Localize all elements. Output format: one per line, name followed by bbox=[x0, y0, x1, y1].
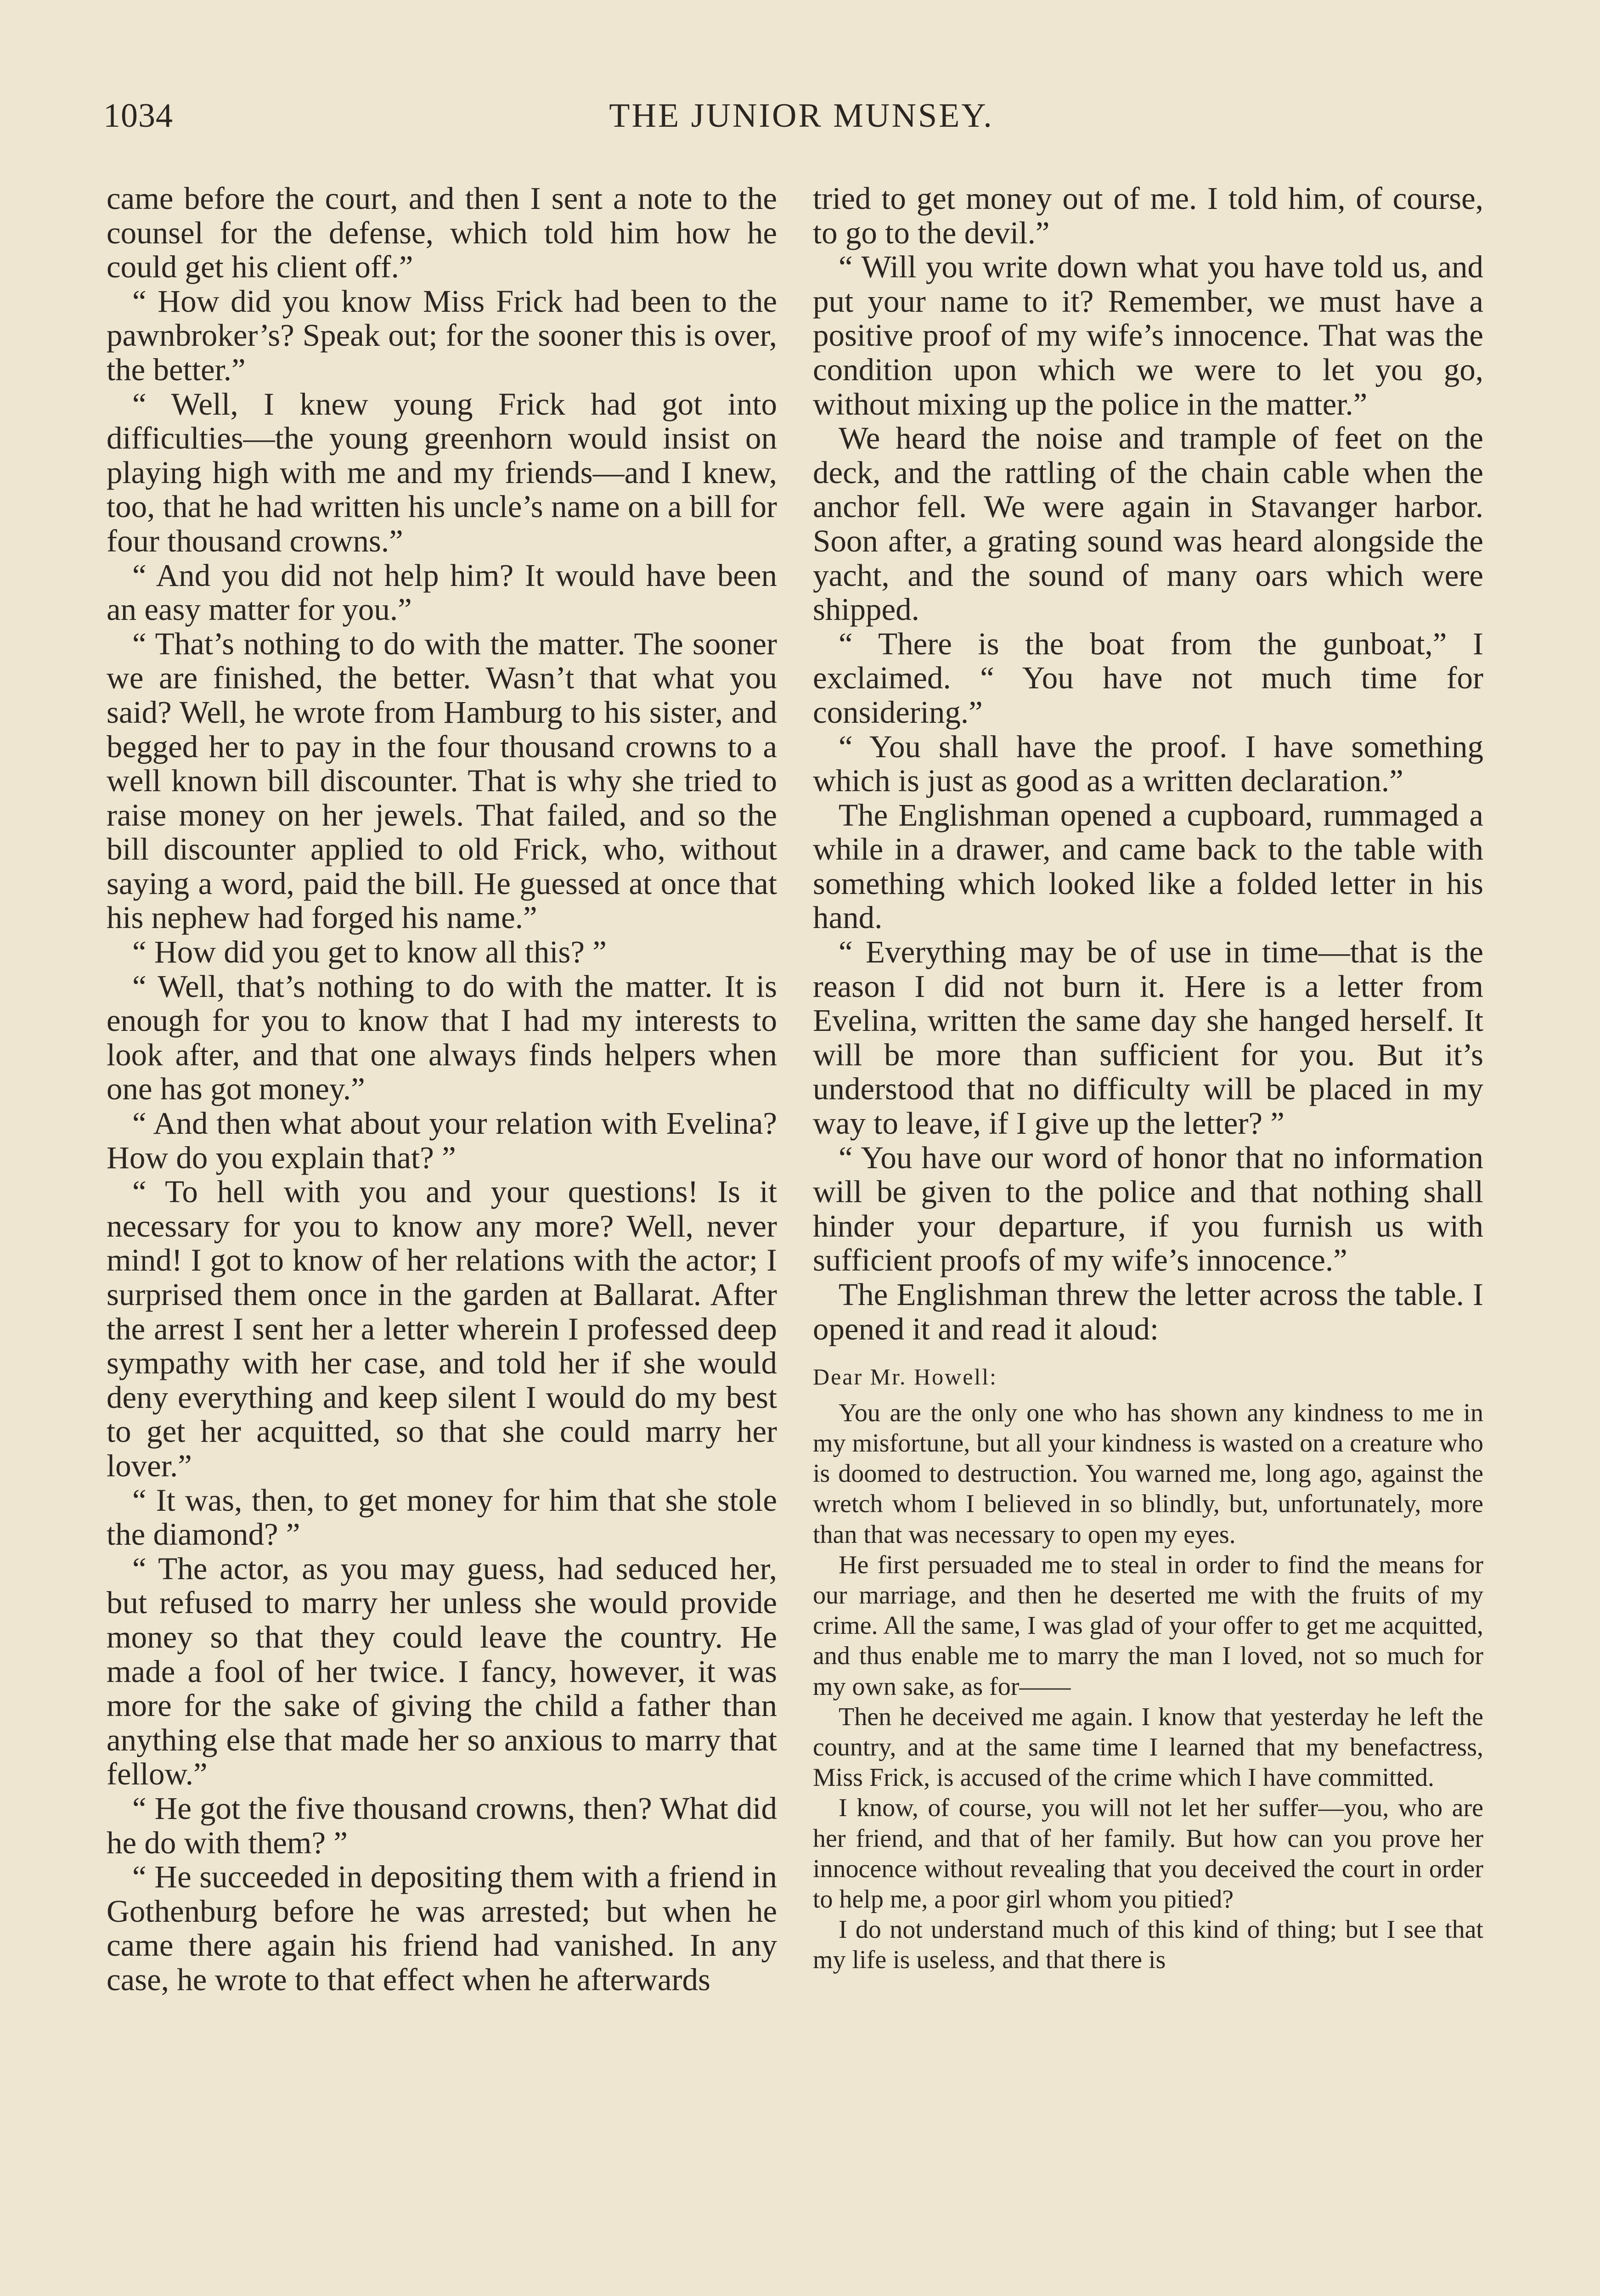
paragraph: “ You shall have the proof. I have something which is just as good as a written declaration.” bbox=[813, 729, 1483, 799]
paragraph: came before the court, and then I sent a note to the counsel for the defense, which told him how he could get his client off.” bbox=[107, 181, 777, 285]
paragraph: “ And then what about your relation with Evelina? How do you explain that? ” bbox=[107, 1106, 777, 1175]
paragraph: “ He succeeded in depositing them with a friend in Gothenburg before he was arrested; but when he came there again his friend had vanished. In any case, he wrote to that effect when he afterwards bbox=[107, 1859, 777, 1997]
paragraph: “ To hell with you and your questions! Is it necessary for you to know any more? Well, never mind! I got to know of her relations with the actor; I surprised them once in the garden at Ballarat. After the arrest I sent her a letter wherein I professed deep sympathy with her case, and told her if she would deny everything and keep silent I would do my best to get her acquitted, so that she could marry her lover.” bbox=[107, 1174, 777, 1483]
paragraph: “ Will you write down what you have told us, and put your name to it? Remember, we must have a positive proof of my wife’s innocence. That was the condition upon which we were to let you go, without mixing up the police in the matter.” bbox=[813, 249, 1483, 422]
letter-body bbox=[813, 1398, 1483, 1975]
paragraph: “ How did you know Miss Frick had been to the pawnbroker’s? Speak out; for the sooner this is over, the better.” bbox=[107, 283, 777, 387]
paragraph: “ Everything may be of use in time—that is the reason I did not burn it. Here is a letter from Evelina, written the same day she hanged herself. It will be more than sufficient for you. But it’s understood that no difficulty will be placed in my way to leave, if I give up the letter? ” bbox=[813, 934, 1483, 1141]
letter-paragraph: I know, of course, you will not let her suffer—you, who are her friend, and that of her family. But how can you prove her innocence without revealing that you deceived the court in order to help me, a poor girl whom you pitied? bbox=[813, 1794, 1483, 1914]
page-number: 1034 bbox=[103, 97, 173, 135]
letter-salutation: Dear Mr. Howell: bbox=[813, 1364, 998, 1390]
paragraph: tried to get money out of me. I told him, of course, to go to the devil.” bbox=[813, 181, 1483, 250]
letter-paragraph: Then he deceived me again. I know that yesterday he left the country, and at the same time I learned that my benefactress, Miss Frick, is accused of the crime which I have committed. bbox=[813, 1702, 1483, 1792]
paragraph: We heard the noise and trample of feet on the deck, and the rattling of the chain cable when the anchor fell. We were again in Stavanger harbor. Soon after, a grating sound was heard alongside the yacht, and the sound of many oars which were shipped. bbox=[813, 421, 1483, 627]
paragraph: “ And you did not help him? It would have been an easy matter for you.” bbox=[107, 557, 777, 627]
running-title: THE JUNIOR MUNSEY. bbox=[609, 97, 994, 135]
paragraph: “ It was, then, to get money for him that she stole the diamond? ” bbox=[107, 1482, 777, 1552]
page-header bbox=[103, 96, 1499, 152]
paragraph: “ How did you get to know all this? ” bbox=[132, 934, 607, 970]
paragraph: The Englishman opened a cupboard, rummaged a while in a drawer, and came back to the table with something which looked like a folded letter in his hand. bbox=[813, 797, 1483, 935]
paragraph: “ The actor, as you may guess, had seduced her, but refused to marry her unless she would provide money so that they could leave the country. He made a fool of her twice. I fancy, however, it was more for the sake of giving the child a father than anything else that made her so anxious to marry that fellow.” bbox=[107, 1551, 777, 1792]
paragraph: “ Well, I knew young Frick had got into difficulties—the young greenhorn would insist on playing high with me and my friends—and I knew, too, that he had written his uncle’s name on a bill for four thousand crowns.” bbox=[107, 386, 777, 558]
left-column bbox=[107, 181, 777, 1997]
letter-paragraph: I do not understand much of this kind of thing; but I see that my life is useless, and that there is bbox=[813, 1915, 1483, 1975]
paragraph: “ That’s nothing to do with the matter. The sooner we are finished, the better. Wasn’t that what you said? Well, he wrote from Hamburg to his sister, and begged her to pay in the four thousand crowns to a well known bill discounter. That is why she tried to raise money on her jewels. That failed, and so the bill discounter applied to old Frick, who, without saying a word, paid the bill. He guessed at once that his nephew had forged his name.” bbox=[107, 626, 777, 935]
paragraph: The Englishman threw the letter across the table. I opened it and read it aloud: bbox=[813, 1277, 1483, 1346]
letter-paragraph: He first persuaded me to steal in order to find the means for our marriage, and then he deserted me with the fruits of my crime. All the same, I was glad of your offer to get me acquitted, and thus enable me to marry the man I loved, not so much for my own sake, as for—— bbox=[813, 1550, 1483, 1701]
letter-paragraph: You are the only one who has shown any kindness to me in my misfortune, but all your kindness is wasted on a creature who is doomed to destruction. You warned me, long ago, against the wretch whom I believed in so blindly, but, unfortunately, more than that was necessary to open my eyes. bbox=[813, 1398, 1483, 1549]
right-column bbox=[813, 181, 1483, 1975]
paragraph: “ You have our word of honor that no information will be given to the police and that nothing shall hinder your departure, if you furnish us with sufficient proofs of my wife’s innocence.” bbox=[813, 1140, 1483, 1278]
paragraph: “ There is the boat from the gunboat,” I exclaimed. “ You have not much time for considering.” bbox=[813, 626, 1483, 730]
paragraph: “ Well, that’s nothing to do with the matter. It is enough for you to know that I had my interests to look after, and that one always finds helpers when one has got money.” bbox=[107, 968, 777, 1107]
paragraph: “ He got the five thousand crowns, then? What did he do with them? ” bbox=[107, 1790, 777, 1860]
